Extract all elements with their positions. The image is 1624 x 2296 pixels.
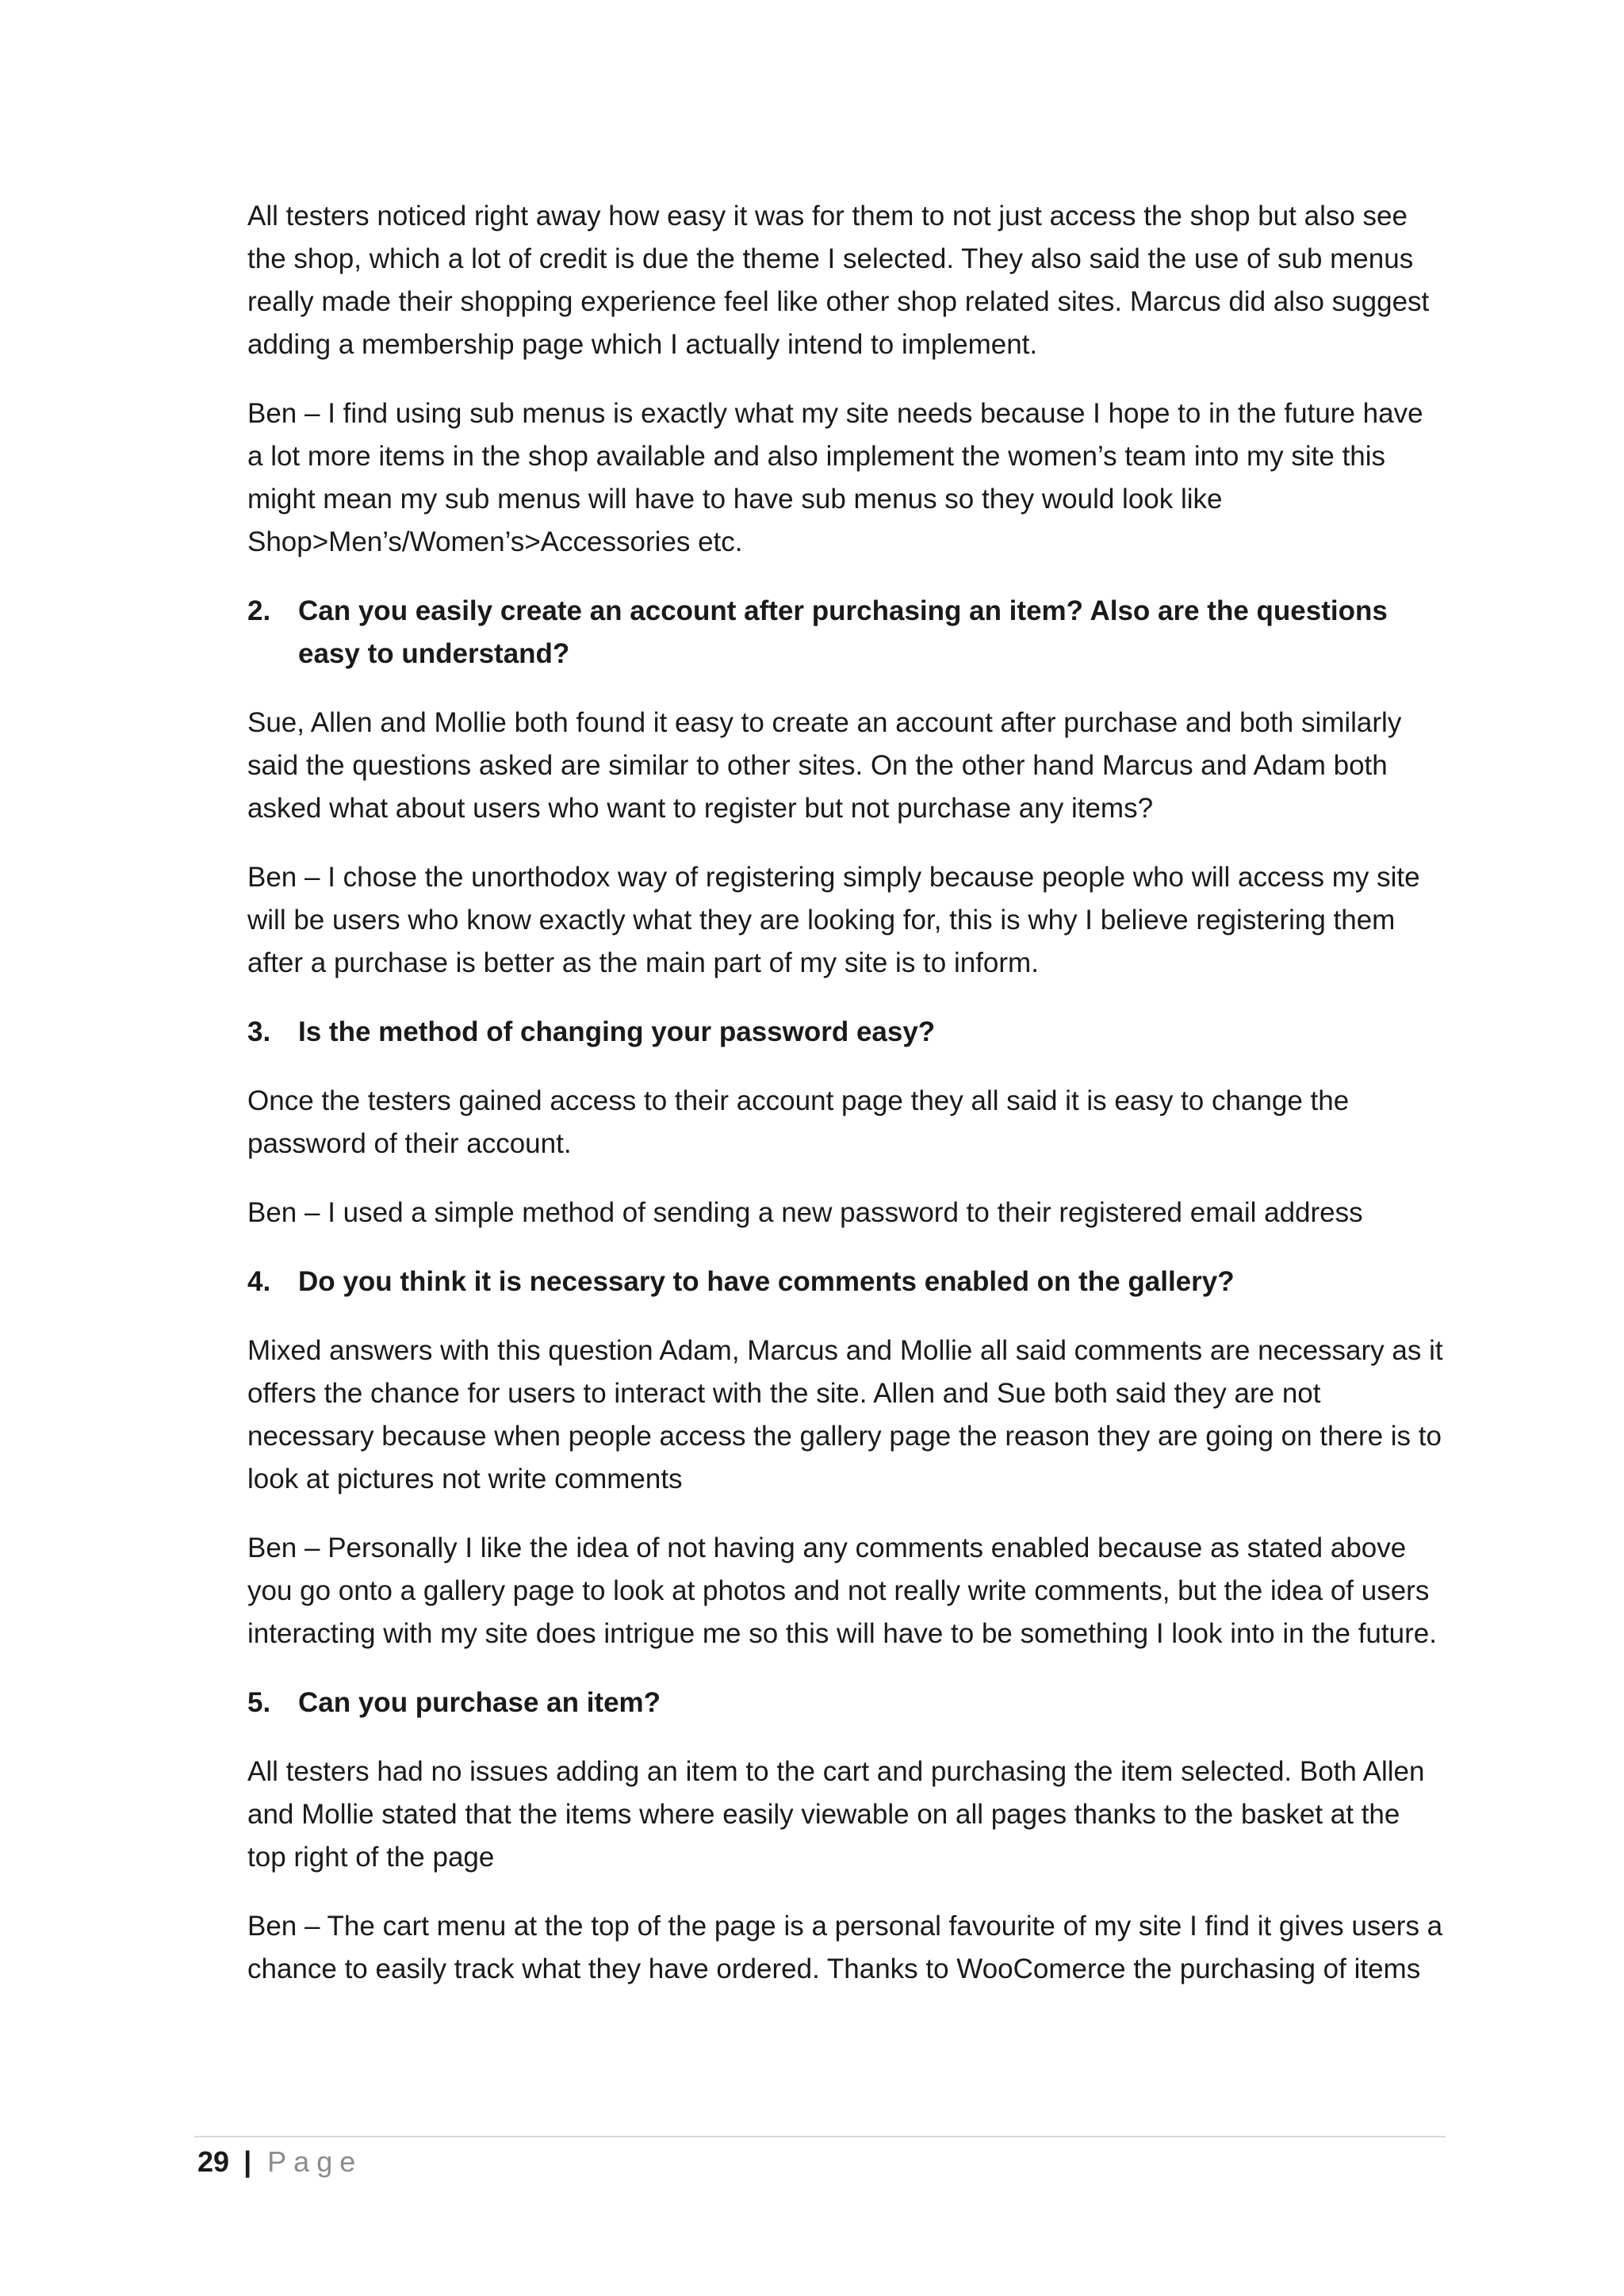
page-label: Page	[267, 2145, 363, 2178]
page-footer	[197, 2143, 362, 2181]
question-number: 2.	[247, 595, 271, 626]
body-paragraph: Mixed answers with this question Adam, Marcus and Mollie all said comments are necessary as it offers the chance for users to interact with the site. Allen and Sue both said they are not necessary because when people access the gallery page the reason they are going on there is to look at pictures not write comments	[247, 1335, 1443, 1494]
question-heading	[247, 590, 1445, 675]
body-paragraph: Ben – I used a simple method of sending a new password to their registered email address	[247, 1197, 1363, 1228]
question-number: 3.	[247, 1016, 271, 1047]
body-paragraph: Once the testers gained access to their account page they all said it is easy to change the password of their account.	[247, 1085, 1350, 1159]
body-paragraph: Ben – Personally I like the idea of not having any comments enabled because as stated above you go onto a gallery page to look at photos and not really write comments, but the idea of users interacting with my site does intrigue me so this will have to be something I look into in the future.	[247, 1533, 1437, 1649]
page-body	[247, 195, 1445, 2017]
question-number: 5.	[247, 1687, 271, 1718]
footer-divider	[194, 2136, 1446, 2137]
question-number: 4.	[247, 1266, 271, 1297]
question-text: Is the method of changing your password easy?	[298, 1016, 936, 1047]
body-paragraph: All testers noticed right away how easy it was for them to not just access the shop but also see the shop, which a lot of credit is due the theme I selected. They also said the use of sub menus really made their shopping experience feel like other shop related sites. Marcus did also suggest adding a membership page which I actually intend to implement.	[247, 201, 1430, 360]
body-paragraph: Sue, Allen and Mollie both found it easy to create an account after purchase and both similarly said the questions asked are similar to other sites. On the other hand Marcus and Adam both asked what about users who want to register but not purchase any items?	[247, 707, 1402, 824]
page-number: 29	[197, 2145, 230, 2178]
body-paragraph: All testers had no issues adding an item to the cart and purchasing the item selected. Both Allen and Mollie stated that the items where easily viewable on all pages thanks to the basket at the top right of the page	[247, 1756, 1425, 1873]
question-text: Can you easily create an account after purchasing an item? Also are the questions easy to understand?	[298, 595, 1388, 669]
question-text: Can you purchase an item?	[298, 1687, 661, 1718]
footer-separator: |	[243, 2145, 252, 2178]
body-paragraph: Ben – I find using sub menus is exactly what my site needs because I hope to in the future have a lot more items in the shop available and also implement the women’s team into my site this might mean my sub menus will have to have sub menus so they would look like Shop>Men’s/Women’s>Accessories etc.	[247, 398, 1423, 557]
question-heading	[247, 1011, 1445, 1054]
question-heading	[247, 1682, 1445, 1724]
question-text: Do you think it is necessary to have comments enabled on the gallery?	[298, 1266, 1235, 1297]
body-paragraph: Ben – I chose the unorthodox way of registering simply because people who will access my site will be users who know exactly what they are looking for, this is why I believe registering them after a purchase is better as the main part of my site is to inform.	[247, 862, 1420, 978]
body-paragraph: Ben – The cart menu at the top of the page is a personal favourite of my site I find it gives users a chance to easily track what they have ordered. Thanks to WooComerce the purchasing of items	[247, 1911, 1443, 1984]
question-heading	[247, 1261, 1445, 1303]
